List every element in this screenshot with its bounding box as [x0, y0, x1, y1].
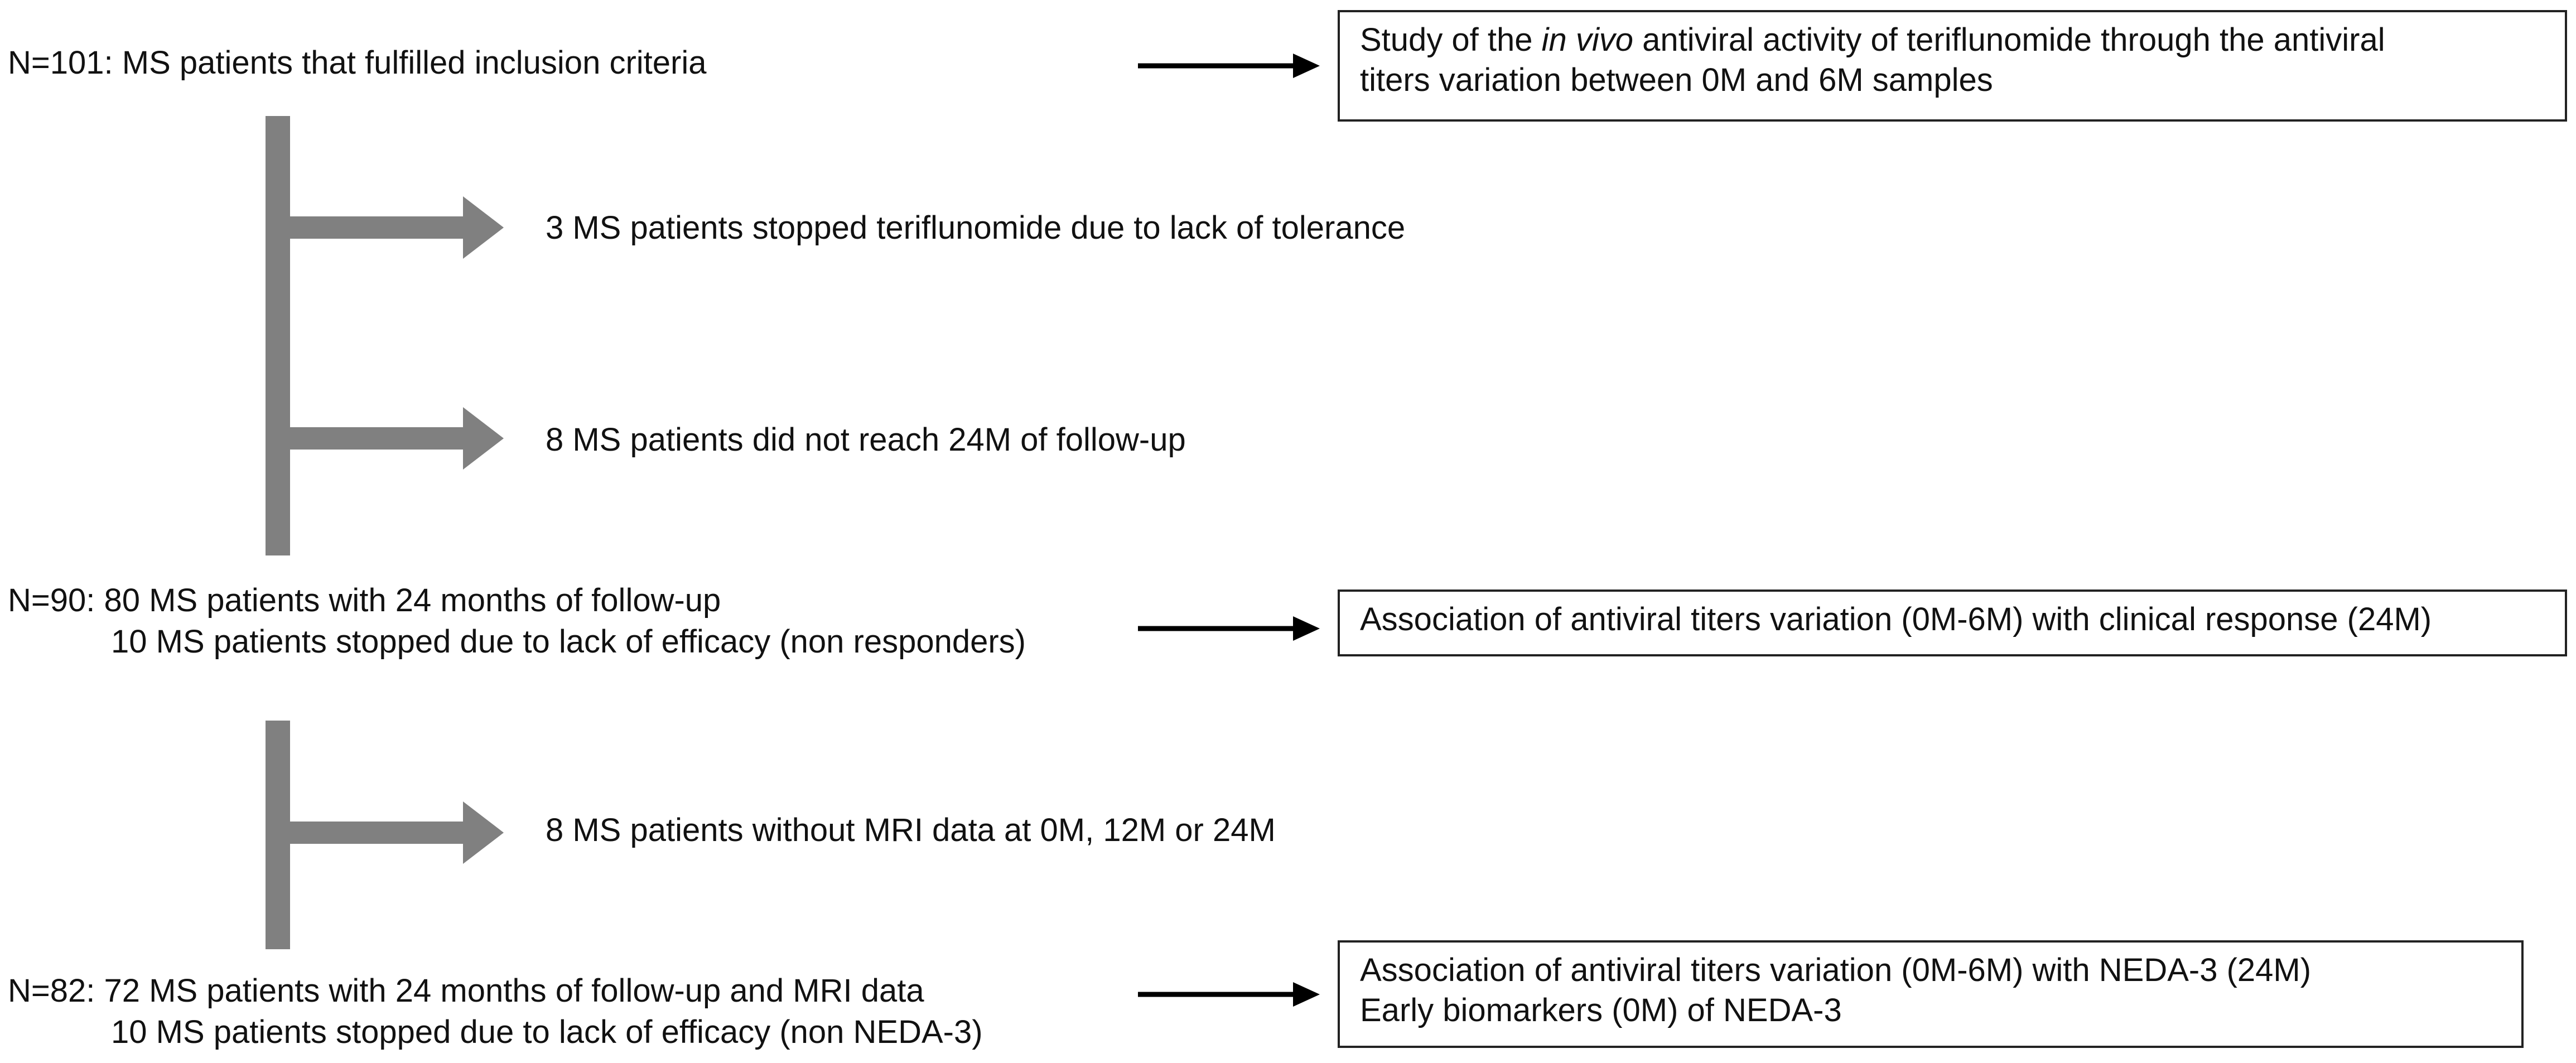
branch-arrowhead-followup [463, 407, 504, 470]
branch-connector-mri [290, 822, 463, 844]
outcome-antiviral-italic: in vivo [1541, 22, 1634, 58]
outcome-box-neda [1338, 940, 2524, 1048]
stage-n82-line1: N=82: 72 MS patients with 24 months of follow-up and MRI data [8, 973, 924, 1009]
vertical-connector-1 [266, 116, 290, 555]
stage-n90-line1: N=90: 80 MS patients with 24 months of follow-up [8, 582, 721, 619]
stage-n90-line2: 10 MS patients stopped due to lack of efficacy (non responders) [111, 624, 1026, 660]
branch-arrowhead-mri [463, 801, 504, 864]
branch-connector-tolerance [290, 216, 463, 239]
branch-connector-followup [290, 427, 463, 450]
outcome-antiviral-line2: titers variation between 0M and 6M samples [1360, 62, 1993, 98]
stage-n90-block [8, 580, 1026, 663]
outcome-neda-line2: Early biomarkers (0M) of NEDA-3 [1360, 992, 1842, 1028]
stage-n82-block [8, 970, 983, 1053]
exclusion-followup-text: 8 MS patients did not reach 24M of follow-up [546, 422, 1186, 458]
stage-n101-label: N=101: MS patients that fulfilled inclusion criteria [8, 45, 707, 81]
branch-arrowhead-tolerance [463, 196, 504, 259]
outcome-antiviral-text-2: antiviral activity of teriflunomide through the antiviral [1633, 22, 2385, 58]
outcome-clinical-text: Association of antiviral titers variation (0M-6M) with clinical response (24M) [1360, 601, 2432, 637]
outcome-box-clinical [1338, 590, 2567, 656]
exclusion-mri-text: 8 MS patients without MRI data at 0M, 12M or 24M [546, 812, 1276, 848]
vertical-connector-2 [266, 721, 290, 949]
exclusion-tolerance-text: 3 MS patients stopped teriflunomide due to lack of tolerance [546, 210, 1406, 246]
arrowhead-antiviral [1293, 54, 1320, 78]
outcome-box-antiviral [1338, 10, 2567, 122]
arrowhead-clinical [1293, 616, 1320, 641]
arrowhead-neda [1293, 982, 1320, 1007]
outcome-neda-line1: Association of antiviral titers variation (0M-6M) with NEDA-3 (24M) [1360, 952, 2312, 988]
stage-n82-line2: 10 MS patients stopped due to lack of efficacy (non NEDA-3) [111, 1014, 983, 1050]
outcome-antiviral-text-1: Study of the [1360, 22, 1542, 58]
